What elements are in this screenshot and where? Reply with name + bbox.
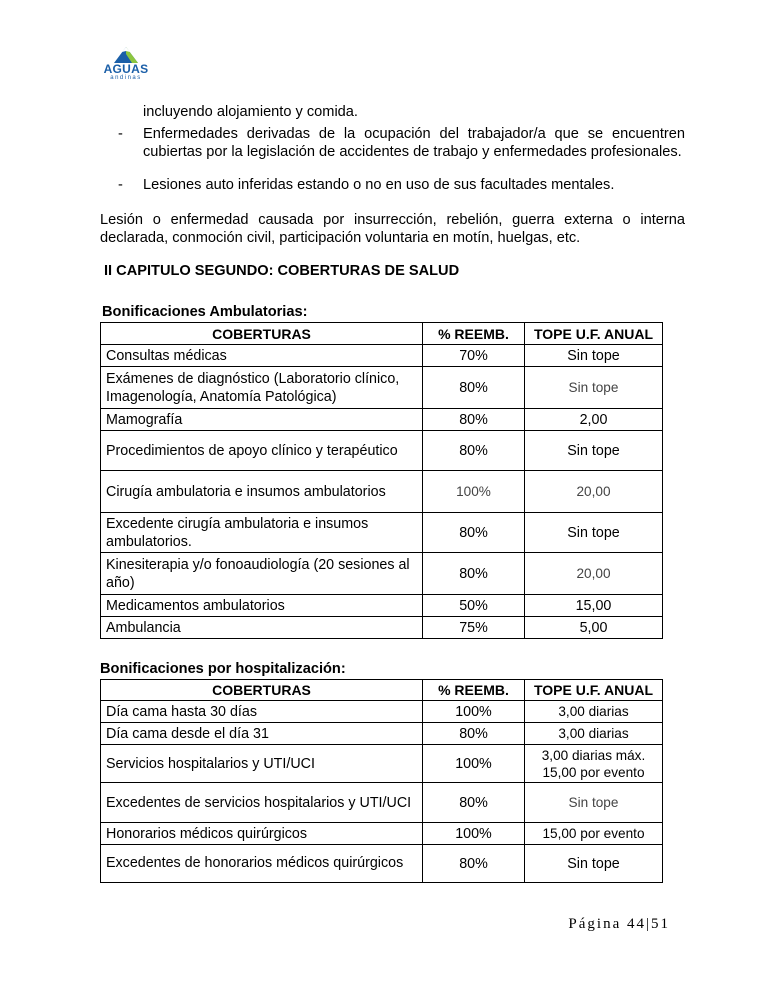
- coverage-pct: 75%: [423, 617, 525, 639]
- coverage-tope: Sin tope: [525, 345, 663, 367]
- coverage-name: Excedentes de servicios hospitalarios y UTI/UCI: [101, 783, 423, 823]
- header-reembolso: % REEMB.: [423, 680, 525, 701]
- coverage-pct: 80%: [423, 553, 525, 595]
- coverage-name: Día cama desde el día 31: [101, 723, 423, 745]
- logo-subtitle: andinas: [110, 75, 142, 81]
- company-logo: [96, 44, 156, 88]
- table-row: [101, 701, 663, 723]
- coverage-pct: 80%: [423, 431, 525, 471]
- coverage-name: Exámenes de diagnóstico (Laboratorio clínico, Imagenología, Anatomía Patológica): [101, 367, 423, 409]
- section-title-ambulatory: Bonificaciones Ambulatorias:: [102, 304, 308, 320]
- coverage-name: Servicios hospitalarios y UTI/UCI: [101, 745, 423, 783]
- coverage-name: Día cama hasta 30 días: [101, 701, 423, 723]
- table-row: [101, 595, 663, 617]
- coverage-pct: 80%: [423, 783, 525, 823]
- coverage-name: Honorarios médicos quirúrgicos: [101, 823, 423, 845]
- table-row: [101, 345, 663, 367]
- coverage-pct: 100%: [423, 701, 525, 723]
- logo-wordmark: AGUAS: [103, 62, 149, 76]
- coverage-pct: 50%: [423, 595, 525, 617]
- coverage-tope: 3,00 diarias máx. 15,00 por evento: [525, 745, 663, 783]
- table-row: [101, 431, 663, 471]
- table-row: [101, 823, 663, 845]
- chapter-heading: II CAPITULO SEGUNDO: COBERTURAS DE SALUD: [104, 263, 460, 279]
- coverage-pct: 100%: [423, 745, 525, 783]
- coverage-name: Kinesiterapia y/o fonoaudiología (20 sesiones al año): [101, 553, 423, 595]
- coverage-tope: Sin tope: [525, 513, 663, 553]
- coverage-pct: 70%: [423, 345, 525, 367]
- header-tope: TOPE U.F. ANUAL: [525, 323, 663, 345]
- coverage-name: Mamografía: [101, 409, 423, 431]
- table-row: [101, 617, 663, 639]
- table-header-row: [101, 323, 663, 345]
- coverage-pct: 80%: [423, 367, 525, 409]
- table-row: [101, 553, 663, 595]
- bullet-dash: -: [118, 177, 123, 193]
- coverage-name: Ambulancia: [101, 617, 423, 639]
- table-row: [101, 845, 663, 883]
- coverage-pct: 80%: [423, 845, 525, 883]
- page-label: Página: [568, 916, 622, 932]
- mountain-icon: [96, 44, 156, 64]
- bullet-dash: -: [118, 126, 123, 142]
- coverage-tope: 20,00: [525, 471, 663, 513]
- coverage-tope: Sin tope: [525, 783, 663, 823]
- table-row: [101, 783, 663, 823]
- coverage-pct: 80%: [423, 723, 525, 745]
- coverage-tope: Sin tope: [525, 845, 663, 883]
- table-header-row: [101, 680, 663, 701]
- header-coberturas: COBERTURAS: [101, 323, 423, 345]
- coverage-tope: Sin tope: [525, 431, 663, 471]
- coverage-name: Procedimientos de apoyo clínico y terapéutico: [101, 431, 423, 471]
- table-row: [101, 409, 663, 431]
- page-number: Página 44|51: [568, 916, 670, 932]
- header-tope: TOPE U.F. ANUAL: [525, 680, 663, 701]
- coverage-tope: 15,00 por evento: [525, 823, 663, 845]
- table-row: [101, 745, 663, 783]
- coverage-name: Medicamentos ambulatorios: [101, 595, 423, 617]
- bullet-text: Enfermedades derivadas de la ocupación del trabajador/a que se encuentren cubiertas por la legislación de accidentes de trabajo y enfermedades profesionales.: [143, 126, 685, 160]
- bullet-text: Lesiones auto inferidas estando o no en uso de sus facultades mentales.: [143, 177, 615, 193]
- coverage-tope: 5,00: [525, 617, 663, 639]
- coverage-tope: Sin tope: [525, 367, 663, 409]
- coverage-pct: 100%: [423, 823, 525, 845]
- coverage-name: Cirugía ambulatoria e insumos ambulatorios: [101, 471, 423, 513]
- page-total: 51: [651, 916, 670, 932]
- table-row: [101, 471, 663, 513]
- coverage-tope: 3,00 diarias: [525, 723, 663, 745]
- header-reembolso: % REEMB.: [423, 323, 525, 345]
- coverage-tope: 20,00: [525, 553, 663, 595]
- coverage-tope: 2,00: [525, 409, 663, 431]
- coverage-pct: 80%: [423, 409, 525, 431]
- continuation-text: incluyendo alojamiento y comida.: [143, 104, 358, 120]
- coverage-name: Excedente cirugía ambulatoria e insumos ambulatorios.: [101, 513, 423, 553]
- table-row: [101, 723, 663, 745]
- page-current: 44: [626, 916, 646, 932]
- coverage-name: Excedentes de honorarios médicos quirúrgicos: [101, 845, 423, 883]
- header-coberturas: COBERTURAS: [101, 680, 423, 701]
- section-title-hospital: Bonificaciones por hospitalización:: [100, 661, 346, 677]
- exclusion-paragraph: Lesión o enfermedad causada por insurrección, rebelión, guerra externa o interna declarada, conmoción civil, participación voluntaria en motín, huelgas, etc.: [100, 212, 685, 246]
- coverage-name: Consultas médicas: [101, 345, 423, 367]
- coverage-pct: 80%: [423, 513, 525, 553]
- table-row: [101, 513, 663, 553]
- table-row: [101, 367, 663, 409]
- ambulatory-table: [100, 322, 663, 639]
- hospital-table: [100, 679, 663, 883]
- coverage-pct: 100%: [423, 471, 525, 513]
- coverage-tope: 3,00 diarias: [525, 701, 663, 723]
- coverage-tope: 15,00: [525, 595, 663, 617]
